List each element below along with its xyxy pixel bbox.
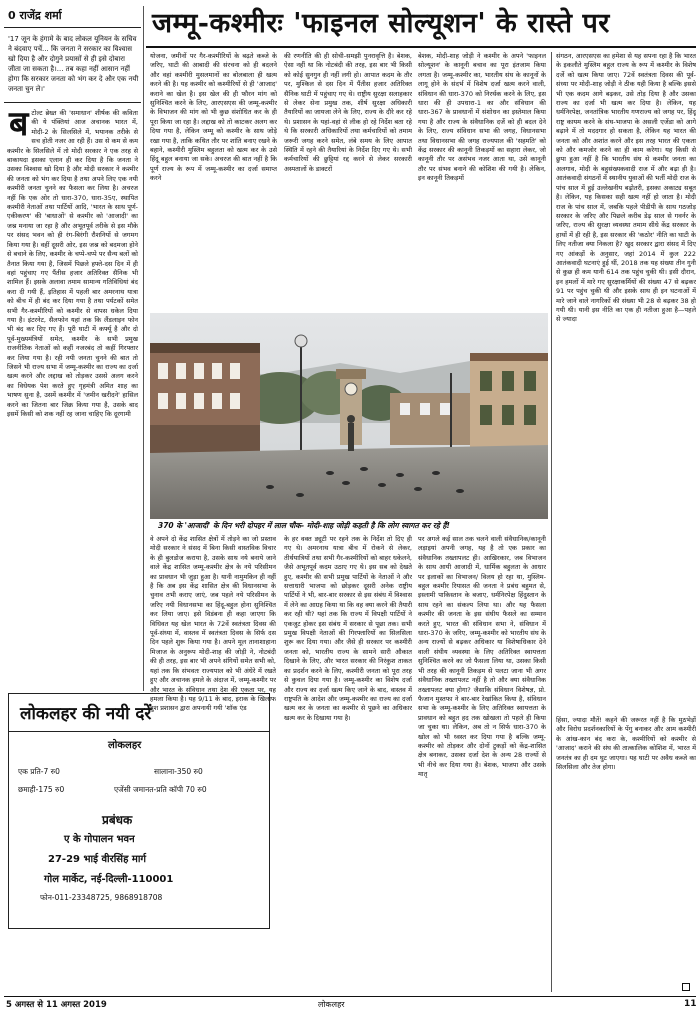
rate-agency: एजेंसी जमानत-प्रति कॉपी 70 रु0 <box>114 785 207 794</box>
photo-caption: 370 के 'आजादी' के दिन भरी दोपहर में लाल चौक- मोदी-शाह जोड़ी कहती है कि लोग स्वागत कर रहे हैं! <box>150 519 548 533</box>
org-address: 27-29 भाई वीरसिंह मार्ग <box>48 854 147 865</box>
rates-title: लोकलहर की नयी दरें <box>20 704 152 724</box>
article-column-8: हिंसा, ज्यादा मौतें! कहने की जरूरत नहीं है कि मुठभेड़ों और विरोध प्रदर्शनकारियों के पेंगु बनाकर और आम कश्मीरी के आंख-कान बंद करा के, कश्मीरियों को कश्मीर से 'आजाद' कराने की संघ की तात्कालिक कोशिश में, भारत में जनतंत्र का ही दम घुट जाएगा। यह घाटी पर अवैध कब्जे का सिलसिला और तेज होगा। <box>556 716 696 772</box>
footer-date: 5 अगस्त से 11 अगस्त 2019 <box>6 1000 107 1010</box>
column-divider <box>143 6 144 691</box>
page-number: 11 <box>684 999 697 1009</box>
photo-illustration <box>150 313 548 519</box>
left-column <box>4 6 141 691</box>
footer-paper-name: लोकलहर <box>318 1000 345 1009</box>
headline-rule <box>146 46 696 48</box>
pull-quote: '17 जून के हंगामे के बाद लोकल यूनियन के सचिव ने बंदवाए पर्चे... कि जनता ने सरकार का विश्वास खो दिया है और दोगुने प्रयासों से ही इसे दोबारा जीता जा सकता है।... तब कहा नहीं आसान नहीं होगा कि सरकार जनता को भंग कर दे और एक नयी जनता चुन ले।' <box>8 35 139 93</box>
dropcap: ब <box>9 104 29 144</box>
org-name: ए के गोपालन भवन <box>64 834 135 845</box>
manager-label: प्रबंधक <box>102 813 133 827</box>
lal-chowk-photo <box>150 313 548 519</box>
subscription-rates-box <box>4 693 276 993</box>
quote-divider <box>4 102 141 103</box>
rate-annual: सालाना-350 रु0 <box>154 767 203 776</box>
left-body <box>4 104 141 419</box>
article-column-2: की रणनीति की ही सोची-समझी पुनरावृत्ति है। बेशक, ऐसा नहीं था कि नोटबंदी की तरह, इस बार भी किसी को कोई सुनगुन ही नहीं लगी हो। आपात कदम के तौर पर, मुश्किल से दस दिन में पैंतीस हजार अतिरिक्त सैनिक घाटी में पहुंचाए गए थे। राष्ट्रीय सुरक्षा सलाहकार से लेकर सेना प्रमुख तक, शीर्ष सुरक्षा अधिकारी तैयारियों का जायजा लेने के लिए, राज्य के दौरे कर रहे थे। प्रशासन के यहां-वहां से लीक हो रहे निर्देश बता रहे थे कि सरकारी अधिकारियों तथा कर्मचारियों को तमाम जरूरी जगह करने समेत, लंबे समय के लिए आपात स्थिति में रहने की तैयारियां के निर्देश दिए गए थे। सभी कर्मचारियों की छुट्टियां रद्द करने से लेकर सरकारी अस्पतालों के डाक्टरों <box>284 52 412 173</box>
article-column-6: के हर वक्त ड्यूटी पर रहने तक के निर्देश तो दिए ही गए थे। अमरनाथ यात्रा बीच में रोकने से लेकर, तीर्थयात्रियों तथा सभी गैर-कश्मीरियों को बाहर धकेलने, जैसे अभूतपूर्व कदम उठाए गए थे। इस सब को देखते हुए, कश्मीर की सभी प्रमुख पार्टियों के नेताओं ने और सत्ताधारी भाजपा को छोड़कर दूसरी अनेक राष्ट्रीय पार्टियों ने भी, बार-बार सरकार से इस संबंध में विश्वास में लेने का आग्रह किया था कि वह क्या करने की तैयारी कर रही थी? यहां तक कि राज्य में विपक्षी पार्टियों ने एकजुट होकर इस संबंध में सरकार से पूछा तक। सभी प्रमुख विपक्षी नेताओं की गिरफ्तारियों का सिलसिला शुरू कर दिया गया। और जैसे ही सरकार पर कश्मीरी जनता को, भारतीय राज्य के सामने सारी औकात दिखाने के लिए, और भारत सरकार की निरंकुश ताकत का प्रदर्शन करने के लिए, कश्मीरी जनता को पूरा तरह से कुचल दिया गया है। जम्मू-कश्मीर का विशेष दर्जा और राज्य का दर्जा खत्म किए जाने के बाद, वास्तव में राष्ट्रपति के आदेश और जम्मू-कश्मीर का राज्य का दर्जा खत्म कर के जनता का कश्मीर से पूछने का अधिकार खत्म कर के दिखाया गया है। <box>284 535 412 722</box>
article-column-3: बेशक, मोदी-शाह जोड़ी ने कश्मीर के अपने 'फाइनल सोल्यूशन' के कानूनी बचाव का पूरा इंतजाम किया लगता है। जम्मू-कश्मीर का, भारतीय संघ के कानूनों के लागू होने के संदर्भ में विशेष दर्जा खत्म करने वाली, संविधान की धारा-370 को निरर्थक करने के लिए, इस धारा की ही उपधारा-1 का और संविधान की धारा-367 के प्रावधानों में संशोधन का इस्तेमाल किया गया है और राज्य के संवैधानिक दर्जे को ही बदल देने के लिए, राज्य संविधान सभा की जगह, विधानसभा तथा विधानसभा की जगह राज्यपाल की 'सहमति' को केंद्र सरकार की कानूनी तिकड़मों का सहारा लेकर, जो कानूनी तौर पर असंभव नजर आता था, उसे कानूनी तौर पर संभव बनाने की कोशिश की गयी है। लेकिन, इन कानूनी तिकड़मों <box>418 52 546 183</box>
byline-divider <box>4 27 141 28</box>
headline: जम्मू-कश्मीरः 'फाइनल सोल्यूशन' के रास्ते पर <box>152 8 610 39</box>
left-body-text: टोल्ट ब्रेख्त की 'समाधान' शीर्षक की कविता की ये पंक्तियां आज अचानक भारत में, मोदी-2 के सिलसिले में, भयानक तरीके से सच होती नजर आ रही हैं। उस से कम से कम कश्मीर के सिलसिले में तो मोदी सरकार ने एक तरह से बाकायदा इसका एलान ही कर दिया है कि जनता ने उसका विश्वास खो दिया है और मोदी सरकार ने कश्मीर की जनता को भंग कर दिया है तथा अपने लिए एक नयी कश्मीरी जनता चुनने का फैसला कर लिया है। अचरज नहीं कि एक ओर तो धारा-370, धारा-35ए, स्थापित कश्मीरी नेताओं तथा पार्टियों आदि, 'भारत के साथ पूर्ण-एकीकरण' की 'बाधाओं' से कश्मीर को 'आजादी' का जश्न मनाया जा रहा है और अभूतपूर्व तरीके से इस मौके पर संसद भवन को ही रंग-बिरंगी रौशनियों से जगमग किया गया है। वहीं दूसरी ओर, इस जश्न को बदमजा होने से बचाने के लिए, कश्मीर के चप्पे-चप्पे पर सैन्य बलों को तैनात किया गया है, जिसमें पिछले हफ्ते-दस दिन में ही वहां पहुंचाए गए पैंतीस हजार अतिरिक्त सैनिक भी शामिल हैं। इसके अलावा तमाम सामान्य गतिविधियां बंद करा दी गयी हैं, इतिहास में पहली बार अमरनाथ यात्रा को बीच में ही बंद कर दिया गया है तथा पर्यटकों समेत सभी गैर-कश्मीरियों को कश्मीर से वापस धकेल दिया गया है। इंटरनेट, सैलफोन यहां तक कि लैंडलाइन फोन भी बंद कर दिए गए हैं। पूरी घाटी में कर्फ्यू है और दो पूर्व-मुख्यमंत्रियों समेत, कश्मीर के सभी प्रमुख राजनीतिक नेताओं को कहीं नजरबंद तो कहीं गिरफ्तार कर लिया गया है। रही नयी जनता चुनने की बात तो जिसने भी राज्य सभा में जम्मू-कश्मीर का राज्य का दर्जा खत्म करने और लद्दाख को तोड़कर उससे अलग करने का विधेयक पेश करते हुए गृहमंत्री अमित शाह का भाषण सुना है, उसमें कश्मीर में 'जमीन खरीदने' हासिल करने का जितना बार जिक्र किया गया है, उसके बाद इसमें किसी को शक नहीं रह जाना चाहिए कि दूरगामी <box>7 109 138 418</box>
column-divider <box>551 52 552 992</box>
article-column-5: वे अपने दो केंद्र शासित क्षेत्रों में तोड़ने का जो प्रस्ताव मोदी सरकार ने संसद में बिना किसी वास्तविक विचार के ही बुलडोज कराया है, उसके साथ नये बनाये जाने वाले केंद्र शासित जम्मू-कश्मीर क्षेत्र के नये परिसीमन का प्रावधान भी जुड़ा हुआ है। यानी नामुमकिन ही नहीं है कि अब इस केंद्र शासित क्षेत्र की विधानसभा के चुनाव तभी कराए जाएं, जब पहले नये परिसीमन के जरिए नयी विधानसभा का हिंदू-बहुल होना सुनिश्चित कर लिया जाए। इसे विडंबना ही कहा जाएगा कि विधिवत यह खेल भारत के 72वें स्वतंत्रता दिवस की पूर्व-संध्या में, वास्तव में स्वतंत्रता दिवस के सिर्फ दस दिन पहले शुरू किया गया है। अपने मूल तानाशाहाना मिजाज के अनुरूप मोदी-शाह की जोड़ी ने, नोटबंदी की ही तरह, इस बार भी अपने संगियों समेत सभी को, यहां तक कि संभवतः राज्यपाल को भी अंधेरे में रखते हुए और अचानक हमले के अंदाज में, जम्मू-कश्मीर पर और भारत के संविधान तथा देश की एकता पर, यह हमला किया है। यह 9/11 के बाद, इराक के खिलाफ बुश प्रशासन द्वारा अपनायी गयी 'शॉक एंड <box>150 535 276 713</box>
rate-half-yearly: छमाही-175 रु0 <box>18 785 65 794</box>
rates-subtitle: लोकलहर <box>108 740 142 751</box>
org-city: गोल मार्केट, नई-दिल्ली-110001 <box>44 874 174 885</box>
footer-rule <box>4 996 696 997</box>
org-phone: फोन-011-23348725, 9868918708 <box>40 893 163 902</box>
rates-divider <box>8 731 270 732</box>
end-marker <box>682 983 690 991</box>
rate-single-copy: एक प्रति-7 रु0 <box>18 767 60 776</box>
author-byline: 0 राजेंद्र शर्मा <box>8 9 62 22</box>
headline-box <box>146 4 696 46</box>
article-column-1: योजना, जमीनों पर गैर-कश्मीरियों के बढ़ते कब्जे के जरिए, घाटी की आबादी की संरचना को ही बदलने और वहां कश्मीरी मुसलमानों का बोलबाला ही खत्म करने की है। यह कश्मीर को कश्मीरियों से ही 'आजाद' कराने का खेल है। इस खेल की ही फौरन मांग को सुनिश्चित करने के लिए, आरएसएस की जम्मू-कश्मीर के विभाजन की मांग को भी कुछ संशोधित कर के ही पूरा किया जा रहा है। लद्दाख को तो काटकर अलग कर दिया गया है, लेकिन जम्मू को कश्मीर के साथ जोड़े रखा गया है, ताकि कथित तौर पर शांति बनाए रखने के बहाने, कश्मीरी मुस्लिम बहुलता को खत्म कर के उसे हिंदू बहुल बनाया जा सके। अचरज की बात नहीं है कि पूर्ण राज्य के रूप में जम्मू-कश्मीर का दर्जा समाप्त करने <box>150 52 277 183</box>
article-column-4: संगठन, आरएसएस का हमेशा से यह सपना रहा है कि भारत के इकलौते मुस्लिम बहुल राज्य के रूप में कश्मीर के विशेष दर्जे को खत्म किया जाए। 72वें स्वतंत्रता दिवस की पूर्व-संध्या पर मोदी-शाह जोड़ी ने ठीक यही किया है बल्कि इससे भी एक कदम आगे बढ़कर, उसे तोड़ दिया है और उसका राज्य का दर्जा भी खत्म कर दिया है। लेकिन, यह धर्मनिरपेक्ष, जनतांत्रिक भारतीय गणराज्य को जगह पर, हिंदू राष्ट्र कायम करने के संघ-भाजपा के असली एजेंडा को आगे बढ़ाने में तो मददगार हो सकता है, लेकिन यह भारत की जनता को और अशांत करने और इस तरह भारत की एकता को और कमजोर करने का ही काम करेगा। यह किसी से छुपा हुआ नहीं है कि भारतीय संघ से कश्मीर जनता का अलगाव, मोदी के बहुसंख्यकवादी राज में और बढ़ा ही है। आतंकवादी संगठनों में स्थानीय युवाओं की भर्ती मोदी राज के पांच साल में हुई उल्लेखनीय बढ़ोतरी, इसका अकाट्य सबूत है। लेकिन, यह किसका सही खत्म नहीं हो जाता है। मोदी राज के पांच साल में, जबकि पहले पीडीपी के साथ गठजोड़ सरकार के जरिए और पिछले करीब डेढ़ साल से गवर्नर के जरिए, राज्य की सुरक्षा व्यवस्था तमाम सीधे केंद्र सरकार के हाथों में ही रही है, इस सरकार की 'कठोर' नीति का घाटी के लिए नतीजा क्या निकला है? खुद सरकार द्वारा संसद में दिए गए आंकड़ों के अनुसार, जहां 2014 में कुल 222 आतंकवादी घटनाएं हुई थीं, 2018 तक यह संख्या तीन गुनी से कुछ ही कम यानी 614 तक पहुंच चुकी थी। इसी दौरान, इन हमलों में मारे गए सुरक्षाकर्मियों की संख्या 47 से बढ़कर 91 पर पहुंच चुकी थी और इसके साथ ही इन घटनाओं में मारे जाने वाले नागरिकों की संख्या भी 28 से बढ़कर 38 हो गयी थी। यानी इस नीति का एक ही नतीजा हुआ है—पहले से ज्यादा <box>556 52 696 324</box>
article-column-7: पर अगले कई साल तक चलने वाली संवैधानिक/कानूनी लड़ाइयां अपनी जगह, यह है तो एक प्रकार का संवैधानिक तख्तापलट ही। आखिरकार, जब विभाजन के साथ आयी आजादी में, धार्मिक बहुलता के आधार पर इलाकों का विभाजन/ विलय हो रहा था, मुस्लिम-बहुल कश्मीर रियासत की जनता ने प्रबंध बहुमत से, इस्लामी पाकिस्तान के बजाए, धर्मनिरपेक्ष हिंदुस्तान के साथ रहने का संकल्प लिया था। और यह फैसला कश्मीर की जनता के इस संघीय फैसले का सम्मान करते हुए, भारत की संविधान सभा ने, संविधान में धारा-370 के जरिए, जम्मू-कश्मीर को भारतीय संघ के अन्य राज्यों से बढ़कर अधिकार या विशेषाधिकार देने वाली संघीय व्यवस्था के लिए अतिरिक्त स्वायत्तता सुनिश्चित करने का जो फैसला लिया था, उसका किसी भी तरह की कानूनी तिकड़म से पलटा जाना भी अगर संवैधानिक तख्तापलट नहीं है तो और क्या संवैधानिक तख्तापलट क्या होगा? जैसाकि संविधान विशेषज्ञ, प्रो. फैजान मुस्तफा ने बार-बार रेखांकित किया है, संविधान सभा के जम्मू-कश्मीर के लिए अतिरिक्त स्वायत्तता के प्रावधान को बहुत हद तक खोखला तो पहले ही किया जा चुका था। लेकिन, अब तो न सिर्फ धारा-370 के खोल को भी ध्वस्त कर दिया गया है बल्कि जम्मू-कश्मीर को तोड़कर और दोनों टुकड़ों को केंद्र-शासित क्षेत्र बनाकर, उसका दर्जा देश के अन्य 28 राज्यों से भी नीचे कर दिया गया है। बेशक, भाजपा और उसके मातृ <box>418 535 546 779</box>
